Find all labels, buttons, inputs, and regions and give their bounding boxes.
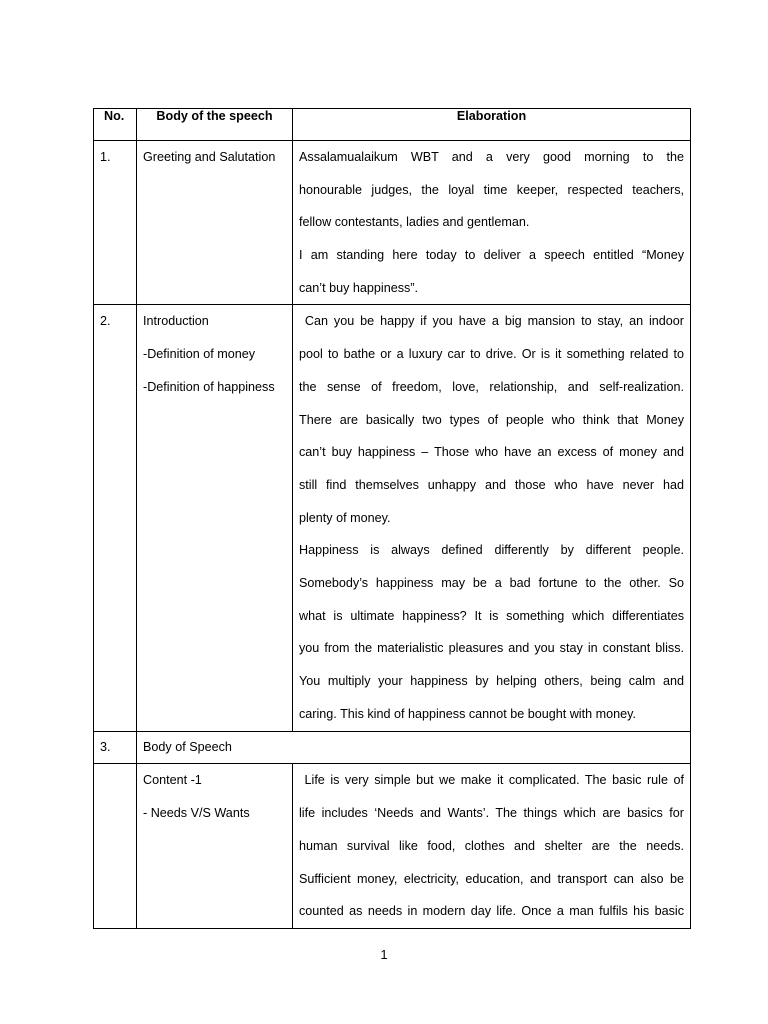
header-body-of-speech: Body of the speech [137, 109, 293, 141]
elaboration-line: Life is very simple but we make it complicated. The basic rule of [299, 773, 684, 788]
body-line: Greeting and Salutation [143, 150, 276, 164]
row-number [94, 764, 137, 928]
elaboration-line: counted as needs in modern day life. Once a man fulfils his basic [299, 904, 684, 919]
elaboration-line: pool to bathe or a luxury car to drive. Or is it something related to [299, 347, 684, 362]
row-number-text: 3. [100, 740, 111, 755]
row-number-text: 1. [100, 150, 111, 164]
row-number-text [100, 764, 130, 797]
elaboration-line: There are basically two types of people who think that Money [299, 412, 684, 427]
table-row [94, 732, 691, 764]
elaboration-line: still find themselves unhappy and those who have never had [299, 477, 684, 492]
elaboration-line: Sufficient money, electricity, education, and transport can also be [299, 871, 684, 886]
elaboration-line: human survival like food, clothes and shelter are the needs. [299, 838, 684, 853]
elaboration-line: the sense of freedom, love, relationship, and self-realization. [299, 379, 684, 394]
table-header-row [94, 109, 691, 141]
elaboration-line: what is ultimate happiness? It is something which differentiates [299, 608, 684, 623]
elaboration-cell [293, 141, 691, 305]
elaboration-cell [293, 764, 691, 928]
row-number [94, 732, 137, 764]
elaboration-line: can’t buy happiness”. [299, 280, 419, 295]
row-number [94, 305, 137, 732]
elaboration-line: life includes ‘Needs and Wants’. The things which are basics for [299, 806, 684, 821]
elaboration-line: I am standing here today to deliver a speech entitled “Money [299, 248, 684, 263]
elaboration-line: You multiply your happiness by helping others, being calm and [299, 674, 684, 688]
body-line: -Definition of happiness [143, 379, 275, 394]
elaboration-line: plenty of money. [299, 510, 391, 525]
body-line: Content -1 [143, 773, 202, 788]
section-heading-cell [137, 732, 691, 764]
body-line: - Needs V/S Wants [143, 806, 250, 821]
row-number [94, 141, 137, 305]
elaboration-line: can’t buy happiness – Those who have an excess of money and [299, 445, 684, 460]
body-cell [137, 141, 293, 305]
elaboration-line: honourable judges, the loyal time keeper, respected teachers, [299, 182, 684, 197]
body-cell [137, 305, 293, 732]
header-no: No. [94, 109, 137, 141]
row-number-text: 2. [100, 314, 111, 329]
body-line: Introduction [143, 314, 209, 329]
elaboration-line: Can you be happy if you have a big mansion to stay, an indoor [299, 314, 684, 329]
elaboration-line: Somebody’s happiness may be a bad fortune to the other. So [299, 575, 684, 590]
speech-outline-table [93, 108, 691, 929]
elaboration-line: Happiness is always defined differently by different people. [299, 543, 684, 558]
table-row [94, 141, 691, 305]
page-number: 1 [380, 948, 388, 962]
section-heading: Body of Speech [143, 740, 232, 755]
header-elaboration: Elaboration [293, 109, 691, 141]
body-line: -Definition of money [143, 347, 255, 362]
table-row [94, 305, 691, 732]
elaboration-cell [293, 305, 691, 732]
elaboration-line: Assalamualaikum WBT and a very good morning to the [299, 150, 684, 164]
elaboration-line: fellow contestants, ladies and gentleman. [299, 215, 530, 230]
elaboration-line: you from the materialistic pleasures and you stay in constant bliss. [299, 641, 684, 656]
table-row [94, 764, 691, 928]
elaboration-line: caring. This kind of happiness cannot be bought with money. [299, 706, 636, 721]
body-cell [137, 764, 293, 928]
